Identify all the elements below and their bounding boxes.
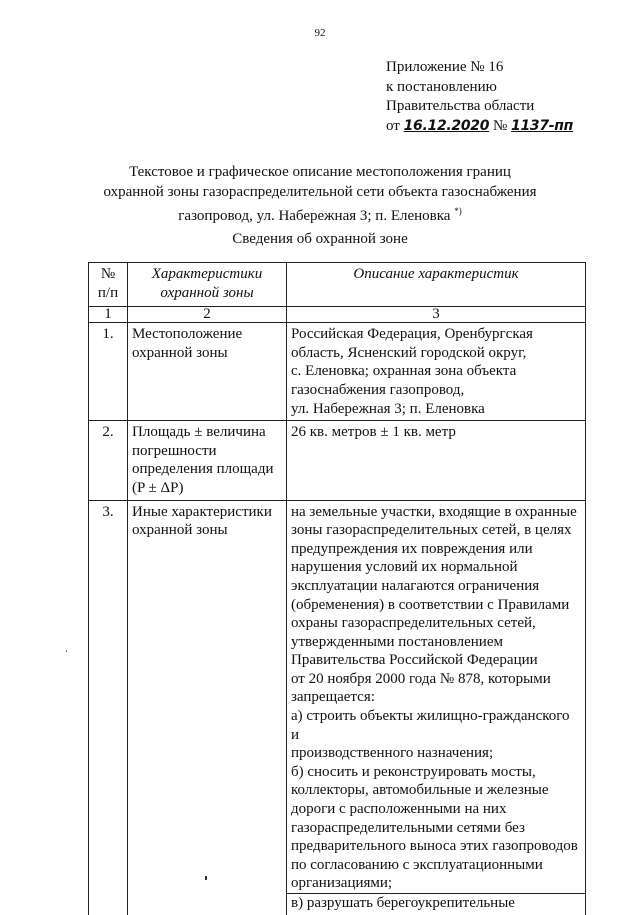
header-num-line: п/п (97, 284, 119, 301)
row-desc (287, 500, 586, 915)
row-desc-line: утвержденными постановлением (291, 633, 503, 650)
row-desc-line: зоны газораспределительных сетей, в целях (291, 522, 572, 539)
table-row (89, 421, 586, 500)
title-line-1: Текстовое и графическое описание местоположения границ (129, 164, 511, 180)
row-name-line: Площадь ± величина (132, 424, 266, 441)
protection-zone-table (88, 262, 586, 915)
row-desc-line: организациями; (291, 875, 393, 892)
table-row (89, 500, 586, 915)
row-desc-line: по согласованию с эксплуатационными (291, 856, 543, 873)
section-subtitle: Сведения об охранной зоне (232, 231, 408, 247)
title-line-3-text: газопровод, ул. Набережная 3; п. Еленовка (178, 208, 451, 224)
row-desc-line: коллекторы, автомобильные и железные (291, 782, 549, 799)
title-line-2: охранной зоны газораспределительной сети объекта газоснабжения (103, 183, 537, 200)
column-number: 2 (128, 307, 287, 323)
row-desc-line: от 20 ноября 2000 года № 878, которыми (291, 670, 551, 687)
number-sign: № (492, 117, 508, 134)
row-name-line: Иные характеристики (132, 503, 272, 520)
row-desc-line: предварительного выноса этих газопроводов (291, 838, 578, 855)
scan-speck (66, 650, 67, 652)
row-name-line: Местоположение (132, 326, 243, 343)
row-desc-line: на земельные участки, входящие в охранные (291, 503, 577, 520)
row-name (128, 421, 287, 500)
appendix-line-1: Приложение № 16 (386, 59, 504, 75)
row-name (128, 323, 287, 421)
row-desc-line: запрещается: (291, 689, 375, 706)
header-characteristics (128, 263, 287, 307)
scan-mark (205, 876, 207, 880)
row-desc-line: эксплуатации налагаются ограничения (291, 577, 540, 594)
column-number-row (89, 307, 586, 323)
header-characteristics-line: охранной зоны (160, 284, 254, 301)
row-desc-line: нарушения условий их нормальной (291, 559, 518, 576)
column-number: 1 (89, 307, 128, 323)
appendix-block (386, 58, 573, 136)
column-number: 3 (287, 307, 586, 323)
page-number: 92 (314, 27, 326, 39)
row-desc-line: с. Еленовка; охранная зона объекта (291, 363, 517, 380)
title-line-3 (0, 202, 640, 227)
header-characteristics-line: Характеристики (151, 266, 263, 282)
row-desc-line: Российская Федерация, Оренбургская (291, 326, 533, 343)
header-description: Описание характеристик (287, 263, 586, 307)
row-name-line: определения площади (132, 461, 274, 478)
appendix-date-line (386, 117, 573, 137)
document-title (0, 163, 640, 227)
row-desc-line: (обременения) в соответствии с Правилами (291, 596, 570, 613)
row-num: 3. (89, 500, 128, 915)
row-desc-line: в) разрушать берегоукрепительные (287, 893, 585, 913)
row-desc-line: охраны газораспределительных сетей, (291, 615, 536, 632)
row-desc-line: б) сносить и реконструировать мосты, (291, 763, 536, 780)
row-desc (287, 421, 586, 500)
table-header-row (89, 263, 586, 307)
row-desc-line: производственного назначения; (291, 745, 494, 762)
row-desc-line: область, Ясненский городской округ, (291, 344, 527, 361)
appendix-line-3: Правительства области (386, 98, 535, 114)
row-desc-line: ул. Набережная 3; п. Еленовка (291, 400, 485, 417)
table-row (89, 323, 586, 421)
row-desc-line: предупреждения их повреждения или (291, 540, 533, 557)
row-desc-line: дороги с расположенными на них (291, 801, 507, 818)
row-num: 1. (89, 323, 128, 421)
row-name-line: охранной зоны (132, 344, 228, 361)
row-desc-line: газораспределительными сетями без (291, 819, 525, 836)
row-name-line: охранной зоны (132, 522, 228, 539)
row-name-line: погрешности (132, 442, 217, 459)
handwritten-date: 16.12.2020 (403, 117, 490, 134)
handwritten-number: 1137-пп (511, 117, 574, 134)
row-num: 2. (89, 421, 128, 500)
row-desc-line: 26 кв. метров ± 1 кв. метр (291, 424, 456, 441)
footnote-mark: *) (454, 206, 462, 216)
row-desc-line: Правительства Российской Федерации (291, 652, 538, 669)
row-desc (287, 323, 586, 421)
row-desc-line: газоснабжения газопровод, (291, 381, 465, 398)
appendix-line-2: к постановлению (386, 78, 497, 95)
date-prefix: от (386, 117, 400, 134)
header-num (89, 263, 128, 307)
row-name-line: (P ± ΔP) (132, 479, 184, 496)
row-name (128, 500, 287, 915)
header-num-line: № (100, 266, 116, 282)
row-desc-line: а) строить объекты жилищно-гражданского и (291, 708, 570, 743)
